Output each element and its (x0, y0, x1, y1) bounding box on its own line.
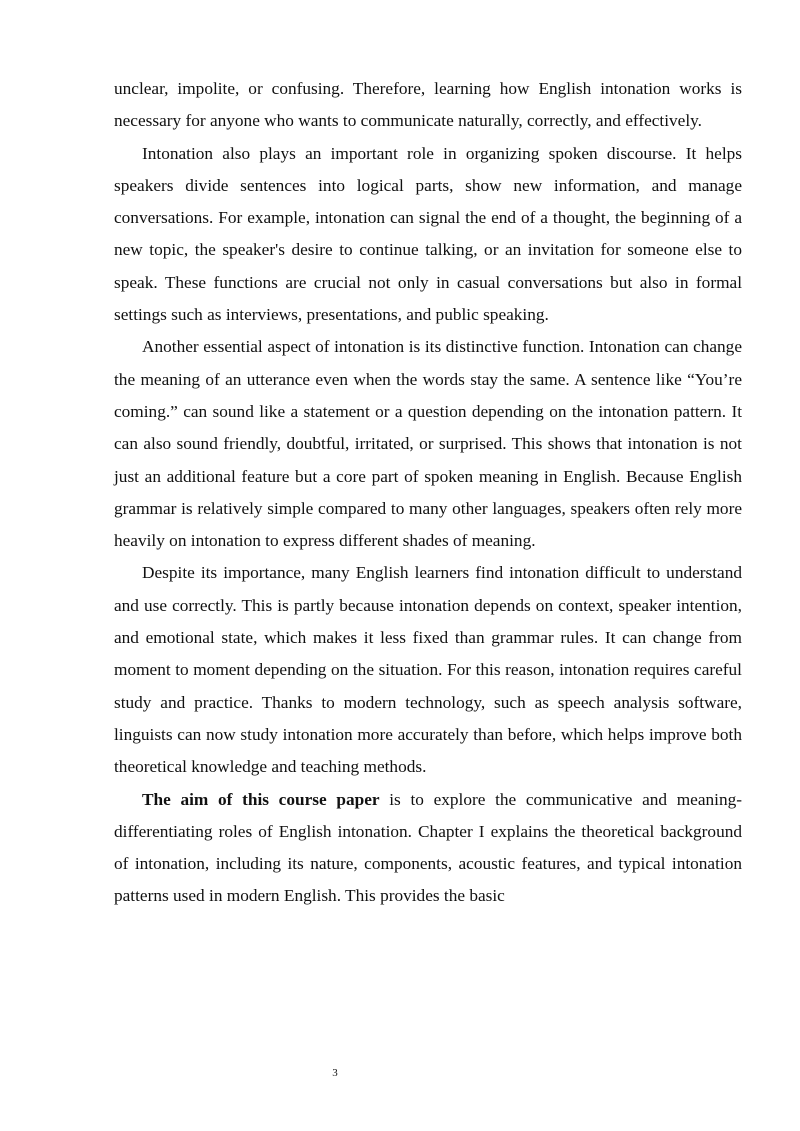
aim-bold-lead: The aim of this course paper (142, 789, 380, 809)
paragraph-aim (114, 784, 742, 913)
page-number: 3 (332, 1067, 338, 1079)
paragraph-continuation: unclear, impolite, or confusing. Therefore, learning how English intonation works is necessary for anyone who wants to communicate naturally, correctly, and effectively. (114, 79, 742, 131)
paragraph-discourse: Intonation also plays an important role in organizing spoken discourse. It helps speakers divide sentences into logical parts, show new information, and manage conversations. For example, intonation can signal the end of a thought, the beginning of a new topic, the speaker's desire to continue talking, or an invitation for someone else to speak. These functions are crucial not only in casual conversations but also in formal settings such as interviews, presentations, and public speaking. (114, 143, 742, 325)
paragraph-learner-difficulty: Despite its importance, many English learners find intonation difficult to understand and use correctly. This is partly because intonation depends on context, speaker intention, and emotional state, which makes it less fixed than grammar rules. It can change from moment to moment depending on the situation. For this reason, intonation requires careful study and practice. Thanks to modern technology, such as speech analysis software, linguists can now study intonation more accurately than before, which helps improve both theoretical knowledge and teaching methods. (114, 563, 742, 777)
page-body (114, 73, 742, 913)
paragraph-distinctive-function: Another essential aspect of intonation is its distinctive function. Intonation can change the meaning of an utterance even when the words stay the same. A sentence like “You’re coming.” can sound like a statement or a question depending on the intonation pattern. It can also sound friendly, doubtful, irritated, or surprised. This shows that intonation is not just an additional feature but a core part of spoken meaning in English. Because English grammar is relatively simple compared to many other languages, speakers often rely more heavily on intonation to express different shades of meaning. (114, 337, 742, 551)
aim-text: is to explore the communicative and meaning-differentiating roles of English intonation. Chapter I explains the theoretical background of intonation, including its nature, components, acoustic features, and typical intonation patterns used in modern English. This provides the basic (114, 789, 742, 906)
